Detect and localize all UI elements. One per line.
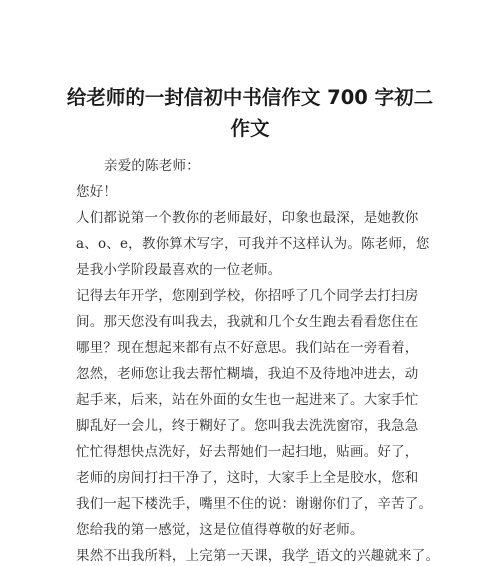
- body-line: 老师的房间打扫干净了，这时，大家手上全是胶水，您和: [76, 470, 419, 486]
- body-line: 哪里？现在想起来都有点不好意思。我们站在一旁看着，: [76, 340, 419, 356]
- letter-greeting: 亲爱的陈老师：: [104, 158, 200, 174]
- body-line: 是我小学阶段最喜欢的一位老师。: [76, 262, 282, 278]
- body-line: 果然不出我所料，上完第一天课，我学_语文的兴趣就来了。: [76, 548, 440, 564]
- body-line: 间。那天您没有叫我去，我就和几个女生跑去看看您住在: [76, 314, 419, 330]
- document-title-line-1: 给老师的一封信初中书信作文 700 字初二: [66, 86, 434, 109]
- body-line: 记得去年开学，您刚到学校，你招呼了几个同学去打扫房: [76, 288, 419, 304]
- body-line: 我们一起下楼洗手，嘴里不住的说：谢谢你们了，辛苦了。: [76, 496, 433, 512]
- body-line: 您给我的第一感觉，这是位值得尊敬的好老师。: [76, 522, 364, 538]
- body-line: 脚乱好一会儿，终于糊好了。您叫我去洗洗窗帘，我急急: [76, 418, 419, 434]
- body-line: 起手来，后来，站在外面的女生也一起进来了。大家手忙: [76, 392, 419, 408]
- body-line: 忽然，老师您让我去帮忙糊墙，我迫不及待地冲进去，动: [76, 366, 419, 382]
- body-line: a、o、e，教你算术写字，可我并不这样认为。陈老师，您: [76, 236, 430, 252]
- document-title-line-2: 作文: [230, 117, 270, 140]
- letter-salutation: 您好！: [76, 184, 118, 200]
- body-line: 忙忙得想快点洗好，好去帮她们一起扫地，贴画。好了，: [76, 444, 419, 460]
- body-line: 人们都说第一个教你的老师最好，印象也最深，是她教你: [76, 210, 419, 226]
